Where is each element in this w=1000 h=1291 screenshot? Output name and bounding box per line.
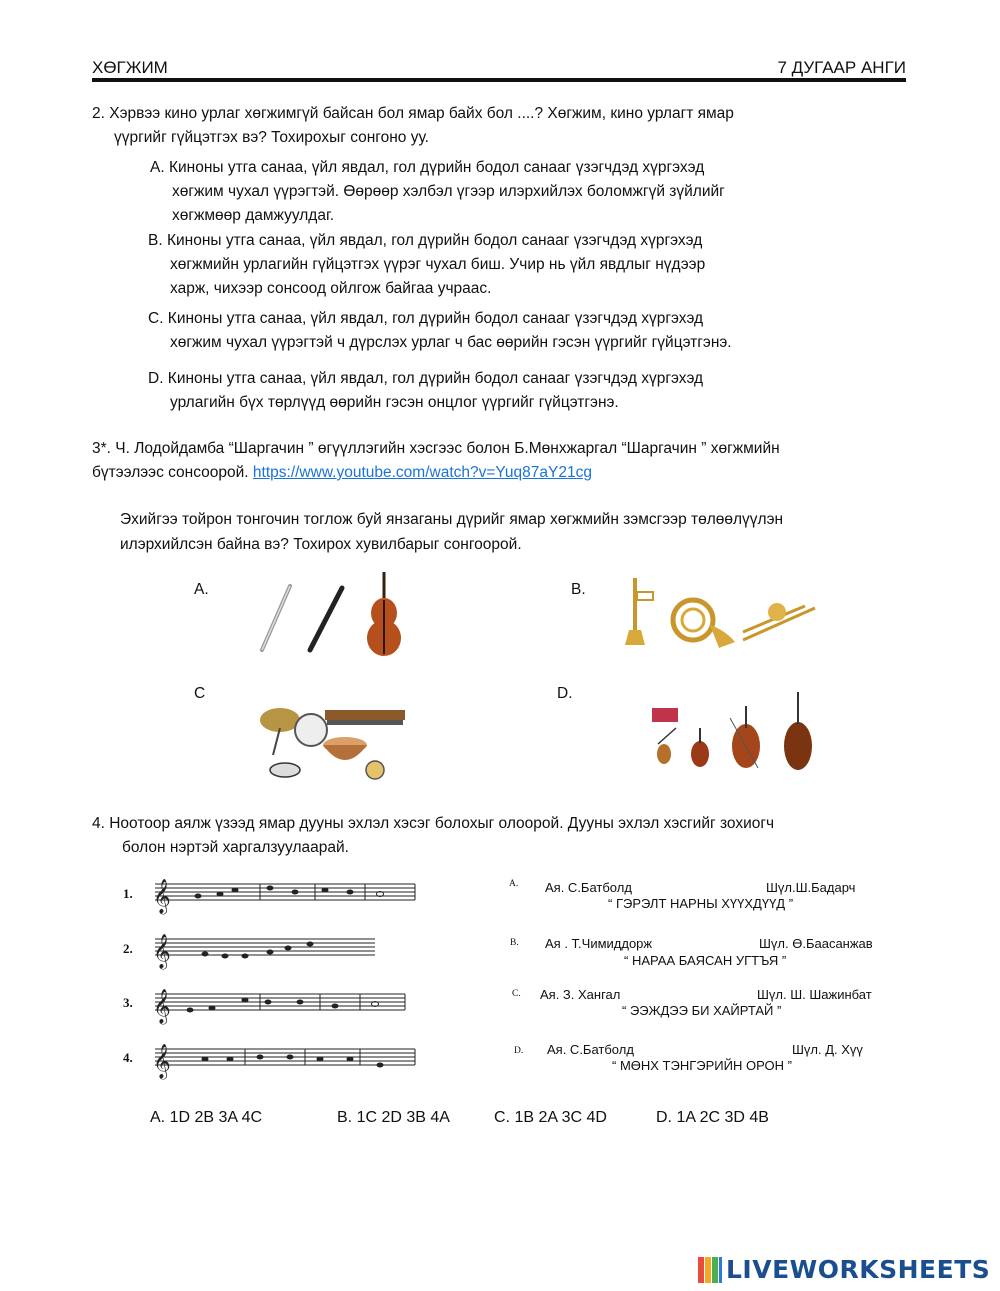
q2-option-b[interactable]: [148, 229, 828, 301]
q3-label-c: C: [194, 685, 206, 702]
song-c-letter: C.: [512, 989, 521, 999]
q2-option-c-line2: хөгжим чухал үүрэгтэй ч дүрслэх урлаг ч бас өөрийн гэсэн үүргийг гүйцэтгэнэ.: [170, 334, 732, 351]
song-d-title: “ МӨНХ ТЭНГЭРИЙН ОРОН ”: [612, 1058, 792, 1073]
q2-option-b-line2: хөгжмийн урлагийн гүйцэтгэх үүрэг чухал биш. Учир нь үйл явдлыг нүдээр: [170, 256, 706, 273]
liveworksheets-logo-text: LIVEWORKSHEETS: [726, 1255, 991, 1284]
song-b-title: “ НАРАА БАЯСАН УГТЪЯ ”: [624, 953, 787, 968]
q3-line2: [92, 461, 592, 485]
xylophone-icon: [325, 710, 405, 725]
song-c-lyricist: Шүл. Ш. Шажинбат: [757, 987, 872, 1002]
q3-label-b: B.: [571, 581, 586, 598]
song-a-composer: Ая. С.Батболд: [545, 880, 632, 895]
q2-option-b-line3: харж, чихээр сонсоод ойлгож байгаа учраас.: [170, 280, 492, 297]
q3-line2-text: бүтээлээс сонсоорой.: [92, 464, 253, 481]
q2-option-a-line1: A. Киноны утга санаа, үйл явдал, гол дүрийн бодол санааг үзэгчдэд хүргэхэд: [150, 159, 705, 176]
drum-icon: [295, 714, 327, 746]
q2-option-a-line3: хөгжмөөр дамжуулдаг.: [172, 207, 335, 224]
youtube-link[interactable]: https://www.youtube.com/watch?v=Yuq87aY21cg: [252, 464, 592, 481]
q4-line1: 4. Ноотоор аялж үзээд ямар дууны эхлэл хэсэг болохыг олоорой. Дууны эхлэл хэсгийг зохиогч: [92, 815, 775, 832]
french-horn-icon: [673, 600, 735, 648]
answer-option-d[interactable]: D. 1A 2C 3D 4B: [656, 1109, 769, 1126]
q2-line1: 2. Хэрвээ кино урлаг хөгжимгүй байсан бол ямар байх бол ....? Хөгжим, кино урлагт ямар: [92, 105, 734, 122]
flute-icon: [262, 586, 290, 650]
staff-number-4: 4.: [123, 1050, 133, 1065]
treble-clef-icon: 𝄞: [153, 1044, 171, 1079]
song-b-composer: Ая . Т.Чимиддорж: [545, 936, 653, 951]
header-grade: 7 ДУГААР АНГИ: [777, 58, 906, 77]
treble-clef-icon: 𝄞: [153, 934, 171, 969]
q2-option-a-line2: хөгжим чухал үүрэгтэй. Өөрөөр хэлбэл үгээр илэрхийлэх боломжгүй зүйлийг: [172, 183, 725, 200]
q3-line1: 3*. Ч. Лодойдамба “Шаргачин ” өгүүллэгийн хэсгээс болон Б.Мөнхжаргал “Шаргачин ” хөгжмийн: [92, 440, 780, 457]
q2-option-c[interactable]: [148, 307, 828, 355]
header-rule: [92, 78, 906, 82]
song-d-composer: Ая. С.Батболд: [547, 1042, 634, 1057]
staff-number-1: 1.: [123, 886, 133, 901]
oboe-icon: [310, 588, 342, 650]
staff-number-2: 2.: [123, 941, 133, 956]
violin-icon: [367, 572, 401, 656]
staff-4: [155, 1049, 415, 1065]
liveworksheets-logo: [698, 1255, 990, 1284]
small-violin-icon: [657, 728, 676, 764]
cymbal-icon: [260, 708, 300, 755]
q2-option-d-line2: урлагийн бүх төрлүүд өөрийн гэсэн онцлог үүргийг гүйцэтгэнэ.: [170, 394, 619, 411]
staff-1: [155, 884, 415, 900]
song-b-letter: B.: [510, 938, 519, 948]
trumpet-icon: [625, 578, 653, 645]
song-d-lyricist: Шүл. Д. Хүү: [792, 1042, 863, 1057]
cello-icon: [730, 706, 760, 768]
song-d-letter: D.: [514, 1046, 524, 1056]
viola-icon: [691, 728, 709, 767]
answer-option-c[interactable]: C. 1B 2A 3C 4D: [494, 1109, 607, 1126]
staff-3: [155, 994, 405, 1010]
timpani-icon: [323, 737, 367, 760]
brass-instruments-image[interactable]: [625, 570, 825, 652]
violin-case-icon: [652, 708, 678, 722]
answer-option-a[interactable]: A. 1D 2B 3A 4C: [150, 1109, 263, 1126]
song-b-lyricist: Шүл. Ө.Баасанжав: [759, 936, 873, 951]
string-instruments-image[interactable]: [648, 688, 818, 778]
song-a-title: “ ГЭРЭЛТ НАРНЫ ХҮҮХДҮҮД ”: [608, 896, 794, 911]
snare-drum-icon: [270, 763, 300, 777]
q2-option-d[interactable]: [148, 367, 828, 415]
header-subject: ХӨГЖИМ: [92, 58, 168, 77]
q2-option-b-line1: B. Киноны утга санаа, үйл явдал, гол дүрийн бодол санааг үзэгчдэд хүргэхэд: [148, 232, 703, 249]
song-c-composer: Ая. З. Хангал: [540, 987, 621, 1002]
treble-clef-icon: 𝄞: [153, 989, 171, 1024]
q2-option-a[interactable]: [150, 156, 830, 228]
q3-label-a: A.: [194, 581, 209, 598]
q2-option-c-line1: C. Киноны утга санаа, үйл явдал, гол дүрийн бодол санааг үзэгчдэд хүргэхэд: [148, 310, 704, 327]
q3-prompt-line2: илэрхийлсэн байна вэ? Тохирох хувилбарыг сонгоорой.: [120, 536, 522, 553]
double-bass-icon: [784, 692, 812, 770]
treble-clef-icon: 𝄞: [153, 879, 171, 914]
liveworksheets-logo-icon: [698, 1257, 722, 1283]
answer-option-b[interactable]: B. 1C 2D 3B 4A: [337, 1109, 450, 1126]
q3-label-d: D.: [557, 685, 573, 702]
staff-2: [155, 939, 375, 955]
q3-prompt-line1: Эхийгээ тойрон тонгочин тоглож буй янзаганы дүрийг ямар хөгжмийн зэмсгээр төлөөлүүлэн: [120, 511, 784, 528]
song-a-lyricist: Шүл.Ш.Бадарч: [766, 880, 856, 895]
trombone-icon: [743, 603, 815, 640]
woodwind-violin-image[interactable]: [250, 568, 410, 660]
song-c-title: “ ЭЭЖДЭЭ БИ ХАЙРТАЙ ”: [622, 1003, 782, 1018]
q2-option-d-line1: D. Киноны утга санаа, үйл явдал, гол дүрийн бодол санааг үзэгчдэд хүргэхэд: [148, 370, 704, 387]
staff-number-3: 3.: [123, 995, 133, 1010]
q4-line2: болон нэртэй харгалзуулаарай.: [122, 839, 349, 856]
tambourine-icon: [366, 761, 384, 779]
percussion-instruments-image[interactable]: [255, 700, 415, 785]
music-staves: [150, 872, 420, 1082]
q2-line2: үүргийг гүйцэтгэх вэ? Тохирохыг сонгоно уу.: [114, 129, 429, 146]
song-a-letter: A.: [509, 879, 519, 889]
